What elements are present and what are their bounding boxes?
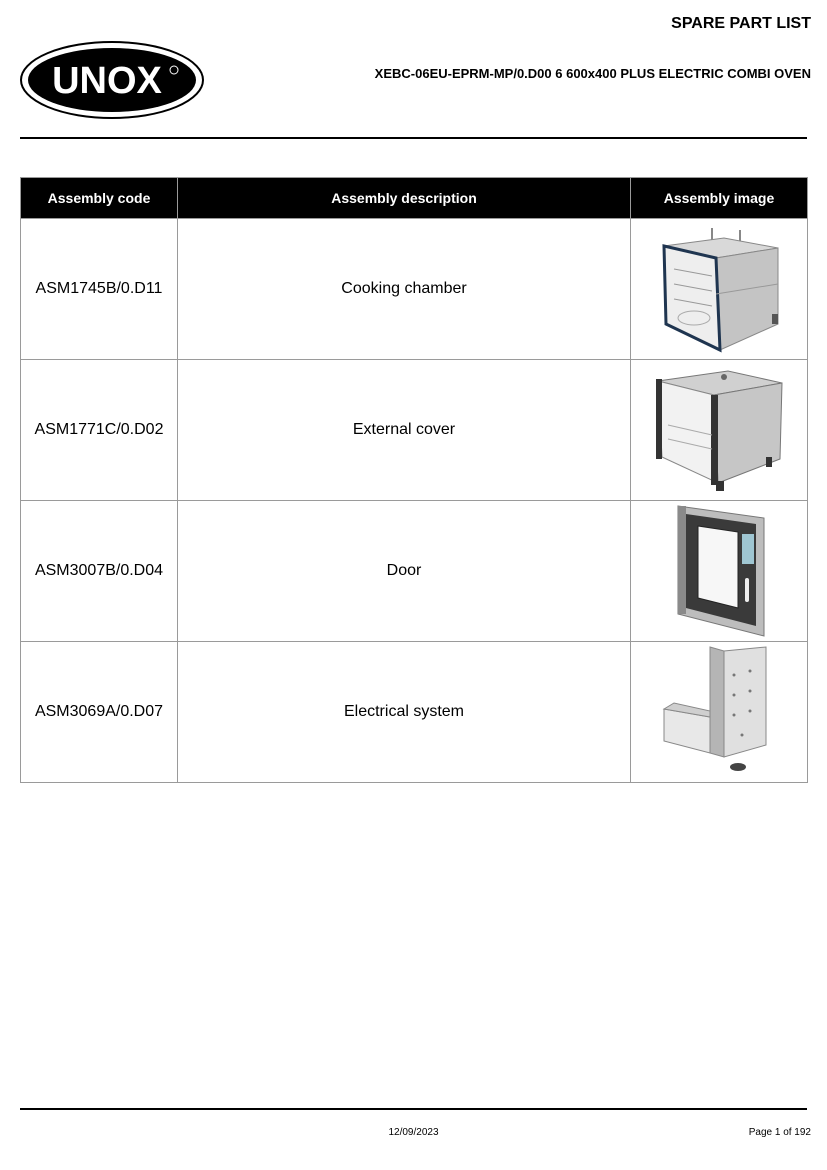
- assembly-code: ASM1745B/0.D11: [21, 219, 178, 360]
- assembly-description: Cooking chamber: [178, 219, 631, 360]
- assembly-image-cell: [631, 219, 808, 360]
- assembly-code: ASM1771C/0.D02: [21, 360, 178, 501]
- assembly-code: ASM3069A/0.D07: [21, 642, 178, 783]
- assembly-code: ASM3007B/0.D04: [21, 501, 178, 642]
- column-header-code: Assembly code: [21, 178, 178, 219]
- column-header-description: Assembly description: [178, 178, 631, 219]
- table-header-row: [21, 178, 808, 219]
- logo-text: UNOX: [52, 60, 162, 102]
- unox-logo: [19, 40, 205, 120]
- assembly-image-cell: [631, 642, 808, 783]
- document-title: SPARE PART LIST: [671, 15, 811, 32]
- assembly-image-cell: [631, 501, 808, 642]
- assembly-image-cell: [631, 360, 808, 501]
- assembly-description: Door: [178, 501, 631, 642]
- footer-page-number: Page 1 of 192: [748, 1127, 811, 1138]
- header-divider: [20, 137, 807, 139]
- table-row: [21, 642, 808, 783]
- door-image: [654, 504, 784, 638]
- assembly-table: [20, 177, 808, 783]
- column-header-image: Assembly image: [631, 178, 808, 219]
- cooking-chamber-image: [654, 224, 784, 354]
- document-subtitle: XEBC-06EU-EPRM-MP/0.D00 6 600x400 PLUS ELECTRIC COMBI OVEN: [374, 66, 811, 81]
- assembly-description: External cover: [178, 360, 631, 501]
- footer-date: 12/09/2023: [388, 1127, 439, 1138]
- table-row: [21, 360, 808, 501]
- table-row: [21, 219, 808, 360]
- external-cover-image: [654, 365, 784, 495]
- assembly-description: Electrical system: [178, 642, 631, 783]
- electrical-system-image: [654, 645, 784, 779]
- table-row: [21, 501, 808, 642]
- footer-divider: [20, 1108, 807, 1110]
